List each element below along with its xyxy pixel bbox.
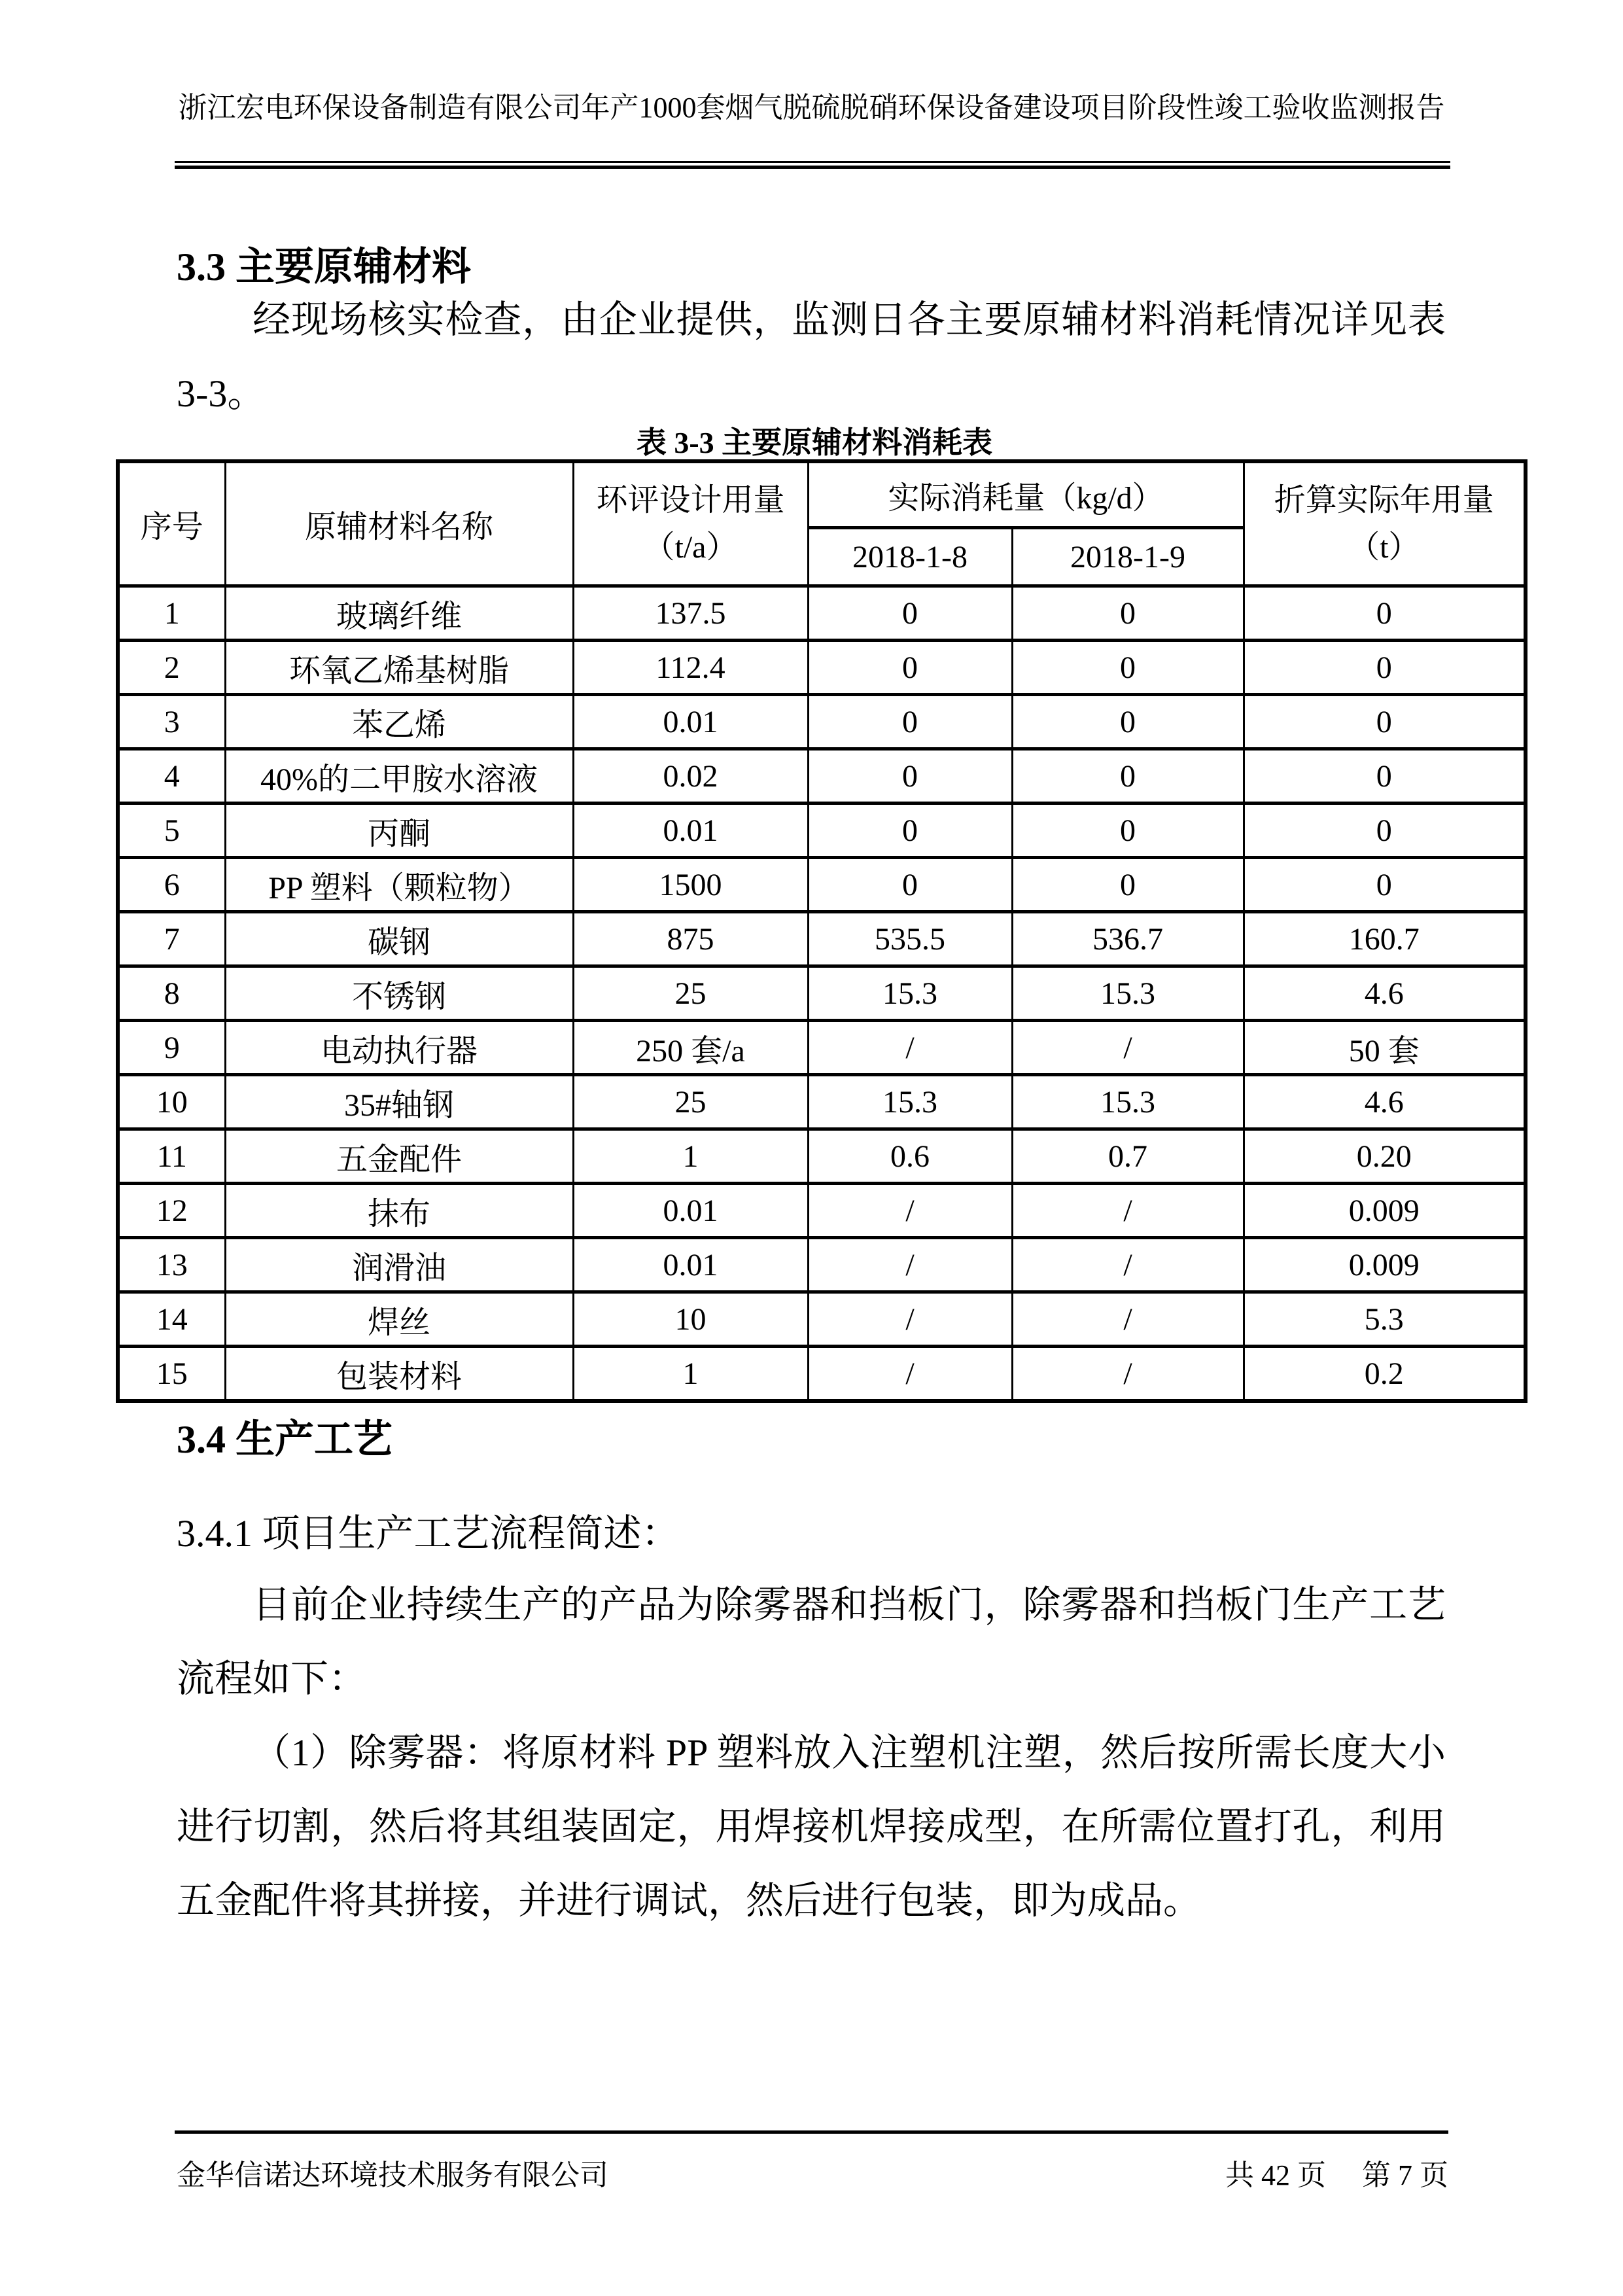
cell-material-name: 40%的二甲胺水溶液 xyxy=(225,749,573,804)
cell-seq: 11 xyxy=(118,1129,225,1184)
table-row xyxy=(118,1347,1526,1402)
cell-actual-day2: 0 xyxy=(1012,695,1244,749)
cell-annual-amount: 50 套 xyxy=(1244,1021,1526,1075)
cell-annual-amount: 0 xyxy=(1244,749,1526,804)
table-row xyxy=(118,1129,1526,1184)
cell-material-name: 包装材料 xyxy=(225,1347,573,1402)
cell-material-name: PP 塑料（颗粒物） xyxy=(225,858,573,912)
cell-material-name: 润滑油 xyxy=(225,1238,573,1292)
header-cell-design-amount-line1: 环评设计用量 xyxy=(596,482,785,518)
cell-actual-day1: 0.6 xyxy=(808,1129,1012,1184)
materials-table-body xyxy=(118,586,1526,1402)
header-cell-actual-group: 实际消耗量（kg/d） xyxy=(808,461,1244,528)
cell-actual-day2: 0 xyxy=(1012,804,1244,858)
cell-design-amount: 1 xyxy=(573,1129,808,1184)
cell-annual-amount: 0.2 xyxy=(1244,1347,1526,1402)
header-cell-design-amount-line2: （t/a） xyxy=(643,529,738,565)
cell-design-amount: 112.4 xyxy=(573,641,808,695)
cell-actual-day1: 0 xyxy=(808,858,1012,912)
cell-design-amount: 25 xyxy=(573,1075,808,1129)
cell-actual-day2: 0 xyxy=(1012,641,1244,695)
cell-actual-day2: 0.7 xyxy=(1012,1129,1244,1184)
header-rule-thick-line xyxy=(175,166,1450,169)
page-footer xyxy=(177,2151,1448,2193)
cell-annual-amount: 0 xyxy=(1244,804,1526,858)
cell-material-name: 环氧乙烯基树脂 xyxy=(225,641,573,695)
cell-annual-amount: 0.20 xyxy=(1244,1129,1526,1184)
cell-actual-day2: / xyxy=(1012,1021,1244,1075)
cell-seq: 15 xyxy=(118,1347,225,1402)
cell-material-name: 焊丝 xyxy=(225,1292,573,1347)
cell-actual-day1: / xyxy=(808,1347,1012,1402)
table-row xyxy=(118,749,1526,804)
cell-actual-day2: 0 xyxy=(1012,749,1244,804)
header-cell-design-amount xyxy=(573,461,808,586)
cell-actual-day1: 535.5 xyxy=(808,912,1012,966)
table-row xyxy=(118,586,1526,641)
table-row xyxy=(118,1075,1526,1129)
cell-seq: 3 xyxy=(118,695,225,749)
cell-seq: 9 xyxy=(118,1021,225,1075)
footer-page-info xyxy=(1225,2151,1448,2193)
cell-actual-day2: / xyxy=(1012,1184,1244,1238)
header-cell-annual-amount-line1: 折算实际年用量 xyxy=(1274,482,1494,518)
cell-design-amount: 0.01 xyxy=(573,1184,808,1238)
header-cell-seq: 序号 xyxy=(118,461,225,586)
cell-actual-day1: / xyxy=(808,1238,1012,1292)
section-33-heading: 3.3 主要原辅材料 xyxy=(177,245,471,289)
cell-actual-day1: 15.3 xyxy=(808,1075,1012,1129)
table-row xyxy=(118,966,1526,1021)
cell-material-name: 玻璃纤维 xyxy=(225,586,573,641)
header-cell-material-name: 原辅材料名称 xyxy=(225,461,573,586)
cell-seq: 14 xyxy=(118,1292,225,1347)
cell-actual-day1: 0 xyxy=(808,641,1012,695)
cell-annual-amount: 0 xyxy=(1244,586,1526,641)
cell-actual-day2: 536.7 xyxy=(1012,912,1244,966)
cell-actual-day1: 0 xyxy=(808,749,1012,804)
cell-material-name: 抹布 xyxy=(225,1184,573,1238)
cell-material-name: 苯乙烯 xyxy=(225,695,573,749)
table-row xyxy=(118,1238,1526,1292)
cell-seq: 8 xyxy=(118,966,225,1021)
header-rule xyxy=(175,161,1450,169)
cell-design-amount: 875 xyxy=(573,912,808,966)
header-cell-annual-amount xyxy=(1244,461,1526,586)
materials-table xyxy=(116,459,1527,1403)
cell-actual-day1: / xyxy=(808,1292,1012,1347)
footer-pages-total: 共 42 页 xyxy=(1225,2159,1326,2191)
cell-annual-amount: 160.7 xyxy=(1244,912,1526,966)
cell-actual-day2: / xyxy=(1012,1238,1244,1292)
cell-material-name: 不锈钢 xyxy=(225,966,573,1021)
table-header-row-1 xyxy=(118,461,1526,528)
table-row xyxy=(118,1021,1526,1075)
cell-annual-amount: 4.6 xyxy=(1244,1075,1526,1129)
cell-actual-day2: 15.3 xyxy=(1012,966,1244,1021)
cell-seq: 5 xyxy=(118,804,225,858)
cell-seq: 6 xyxy=(118,858,225,912)
cell-annual-amount: 0 xyxy=(1244,695,1526,749)
cell-material-name: 碳钢 xyxy=(225,912,573,966)
cell-material-name: 五金配件 xyxy=(225,1129,573,1184)
cell-design-amount: 1 xyxy=(573,1347,808,1402)
production-paragraph-1: 目前企业持续生产的产品为除雾器和挡板门，除雾器和挡板门生产工艺流程如下： xyxy=(177,1583,1446,1700)
cell-actual-day2: 15.3 xyxy=(1012,1075,1244,1129)
table-row xyxy=(118,695,1526,749)
section-34-heading: 3.4 生产工艺 xyxy=(177,1418,393,1461)
cell-seq: 4 xyxy=(118,749,225,804)
cell-material-name: 35#轴钢 xyxy=(225,1075,573,1129)
cell-seq: 13 xyxy=(118,1238,225,1292)
cell-design-amount: 0.02 xyxy=(573,749,808,804)
cell-design-amount: 0.01 xyxy=(573,695,808,749)
cell-annual-amount: 5.3 xyxy=(1244,1292,1526,1347)
cell-actual-day2: 0 xyxy=(1012,858,1244,912)
footer-page-current: 第 7 页 xyxy=(1362,2159,1448,2191)
header-cell-date-1: 2018-1-8 xyxy=(808,528,1012,586)
cell-design-amount: 250 套/a xyxy=(573,1021,808,1075)
production-paragraph-2: （1）除雾器：将原材料 PP 塑料放入注塑机注塑，然后按所需长度大小进行切割，然后将其组装固定，用焊接机焊接成型，在所需位置打孔，利用五金配件将其拼接，并进行调试，然后进行包装，即为成品。 xyxy=(177,1731,1446,1922)
cell-design-amount: 0.01 xyxy=(573,804,808,858)
cell-annual-amount: 0 xyxy=(1244,858,1526,912)
cell-actual-day1: / xyxy=(808,1021,1012,1075)
cell-actual-day1: 0 xyxy=(808,586,1012,641)
table-title: 表 3-3 主要原辅材料消耗表 xyxy=(636,426,993,459)
header-cell-date-2: 2018-1-9 xyxy=(1012,528,1244,586)
footer-rule xyxy=(175,2130,1448,2134)
cell-annual-amount: 4.6 xyxy=(1244,966,1526,1021)
table-row xyxy=(118,858,1526,912)
cell-actual-day2: / xyxy=(1012,1292,1244,1347)
cell-design-amount: 10 xyxy=(573,1292,808,1347)
cell-seq: 1 xyxy=(118,586,225,641)
cell-material-name: 电动执行器 xyxy=(225,1021,573,1075)
cell-seq: 10 xyxy=(118,1075,225,1129)
table-row xyxy=(118,804,1526,858)
cell-design-amount: 137.5 xyxy=(573,586,808,641)
running-header-title: 浙江宏电环保设备制造有限公司年产1000套烟气脱硫脱硝环保设备建设项目阶段性竣工验收监测报告 xyxy=(178,92,1445,124)
section-33-paragraph: 经现场核实检查，由企业提供，监测日各主要原辅材料消耗情况详见表3-3。 xyxy=(177,298,1446,415)
cell-seq: 7 xyxy=(118,912,225,966)
cell-actual-day2: 0 xyxy=(1012,586,1244,641)
footer-company: 金华信诺达环境技术服务有限公司 xyxy=(177,2159,608,2191)
cell-design-amount: 1500 xyxy=(573,858,808,912)
table-row xyxy=(118,1184,1526,1238)
cell-actual-day1: 0 xyxy=(808,804,1012,858)
cell-actual-day2: / xyxy=(1012,1347,1244,1402)
cell-annual-amount: 0.009 xyxy=(1244,1184,1526,1238)
cell-annual-amount: 0.009 xyxy=(1244,1238,1526,1292)
table-row xyxy=(118,641,1526,695)
cell-design-amount: 25 xyxy=(573,966,808,1021)
cell-seq: 2 xyxy=(118,641,225,695)
cell-actual-day1: 0 xyxy=(808,695,1012,749)
cell-material-name: 丙酮 xyxy=(225,804,573,858)
cell-actual-day1: 15.3 xyxy=(808,966,1012,1021)
cell-seq: 12 xyxy=(118,1184,225,1238)
cell-annual-amount: 0 xyxy=(1244,641,1526,695)
cell-actual-day1: / xyxy=(808,1184,1012,1238)
table-row xyxy=(118,1292,1526,1347)
cell-design-amount: 0.01 xyxy=(573,1238,808,1292)
header-cell-annual-amount-line2: （t） xyxy=(1348,529,1420,565)
table-row xyxy=(118,912,1526,966)
section-341-heading: 3.4.1 项目生产工艺流程简述： xyxy=(177,1512,680,1555)
